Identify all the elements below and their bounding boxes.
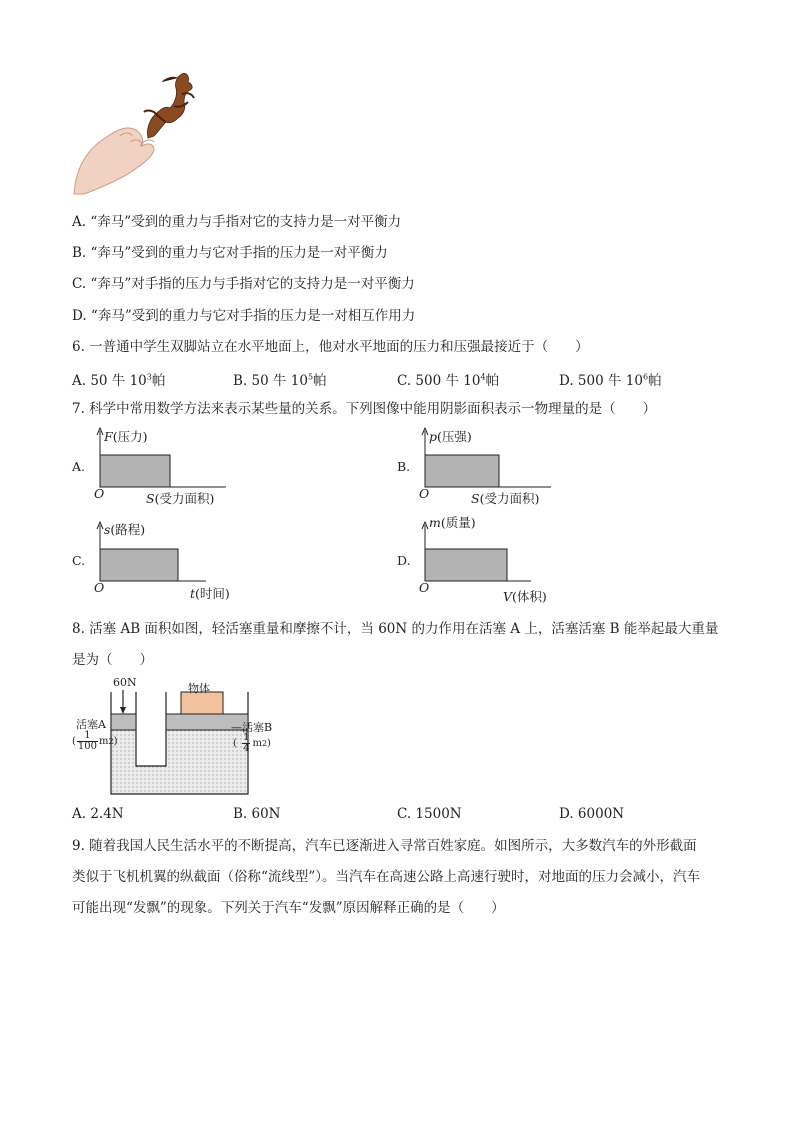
q7-graph-c-ylabel: s(路程)	[104, 522, 146, 537]
q7-graph-a-letter: A.	[72, 459, 86, 474]
q8-option-a: A. 2.4N	[72, 806, 124, 822]
q9-line-2: 类似于飞机机翼的纵截面（俗称“流线型”）。当汽车在高速公路上高速行驶时，对地面的压力会减小，汽车	[72, 869, 701, 885]
q7-graph-b-shaded-area	[425, 455, 499, 487]
q7-graph-b-xlabel: S(受力面积)	[471, 491, 540, 506]
q8-area-a-denominator: 100	[77, 741, 97, 752]
q7-graph-b-origin: O	[419, 486, 430, 501]
q5-option-c: C. “奔马”对手指的压力与手指对它的支持力是一对平衡力	[72, 276, 415, 292]
q9-line-3: 可能出现“发飘”的现象。下列关于汽车“发飘”原因解释正确的是（ ）	[72, 900, 505, 916]
horse-on-finger-image	[70, 66, 200, 196]
q6-option-d: D. 500 牛 $10^6$帕	[559, 372, 662, 389]
q7-stem: 7. 科学中常用数学方法来表示某些量的关系。下列图像中能用阴影面积表示一物理量的是（ ）	[72, 401, 657, 417]
q6-option-b: B. 50 牛 $10^5$帕	[233, 372, 327, 389]
q7-graph-c-shaded-area	[100, 549, 178, 581]
q5-option-d: D. “奔马”受到的重力与它对手指的压力是一对相互作用力	[72, 308, 416, 324]
q7-graph-c-letter: C.	[72, 553, 86, 568]
q8-area-b-denominator: 4	[243, 743, 250, 754]
q6-option-a: A. 50 牛 $10^3$帕	[72, 372, 166, 389]
q7-graph-d-ylabel: m(质量)	[429, 515, 476, 530]
q6-option-c: C. 500 牛 $10^4$帕	[397, 372, 500, 389]
q8-area-a: ( $\frac{1}{100}$ m 2 )	[72, 730, 118, 752]
q7-graph-a-ylabel: F(压力)	[104, 429, 148, 444]
q7-graph-a-xlabel: S(受力面积)	[146, 491, 215, 506]
horse-on-finger-figure	[70, 66, 200, 196]
q7-graph-b-ylabel: p(压强)	[429, 429, 472, 444]
q8-area-b: ( $\frac{1}{4}$ m 2 )	[233, 732, 271, 754]
q8-area-b-numerator: 1	[243, 732, 250, 743]
q7-graph-d-xlabel: V(体积)	[503, 589, 547, 604]
q7-graph-c-origin: O	[94, 580, 105, 595]
q7-graph-b-letter: B.	[397, 459, 411, 474]
q5-option-b: B. “奔马”受到的重力与它对手指的压力是一对平衡力	[72, 245, 388, 261]
q7-graph-c-xlabel: t(时间)	[190, 586, 230, 601]
q8-force-arrow	[120, 707, 126, 714]
q7-graph-a-origin: O	[94, 486, 105, 501]
q8-piston-b-label: —活塞B	[231, 721, 273, 734]
q8-option-b: B. 60N	[233, 806, 281, 822]
q8-stem-line2: 是为（ ）	[72, 652, 153, 668]
q8-option-c: C. 1500N	[397, 806, 462, 822]
q8-stem-line1: 8. 活塞 AB 面积如图，轻活塞重量和摩擦不计，当 60N 的力作用在活塞 A 上，活塞活塞 B 能举起最大重量	[72, 621, 719, 637]
q8-area-a-numerator: 1	[84, 730, 91, 741]
q8-force-label: 60N	[113, 676, 137, 689]
q8-piston-a-label: 活塞A	[76, 718, 106, 731]
q6-stem: 6. 一普通中学生双脚站立在水平地面上，他对水平地面的压力和压强最接近于（ ）	[72, 339, 589, 355]
q8-option-d: D. 6000N	[559, 806, 625, 822]
q8-object-label: 物体	[188, 682, 210, 695]
q7-graph-d-shaded-area	[425, 549, 507, 581]
q9-line-1: 9. 随着我国人民生活水平的不断提高，汽车已逐渐进入寻常百姓家庭。如图所示，大多数汽车的外形截面	[72, 838, 697, 854]
q7-graph-d-letter: D.	[397, 553, 411, 568]
q8-liquid	[111, 730, 248, 794]
q7-graph-d-origin: O	[419, 580, 430, 595]
q8-piston-a	[111, 714, 136, 730]
q7-graph-a-shaded-area	[100, 455, 170, 487]
q5-option-a: A. “奔马”受到的重力与手指对它的支持力是一对平衡力	[72, 214, 402, 230]
